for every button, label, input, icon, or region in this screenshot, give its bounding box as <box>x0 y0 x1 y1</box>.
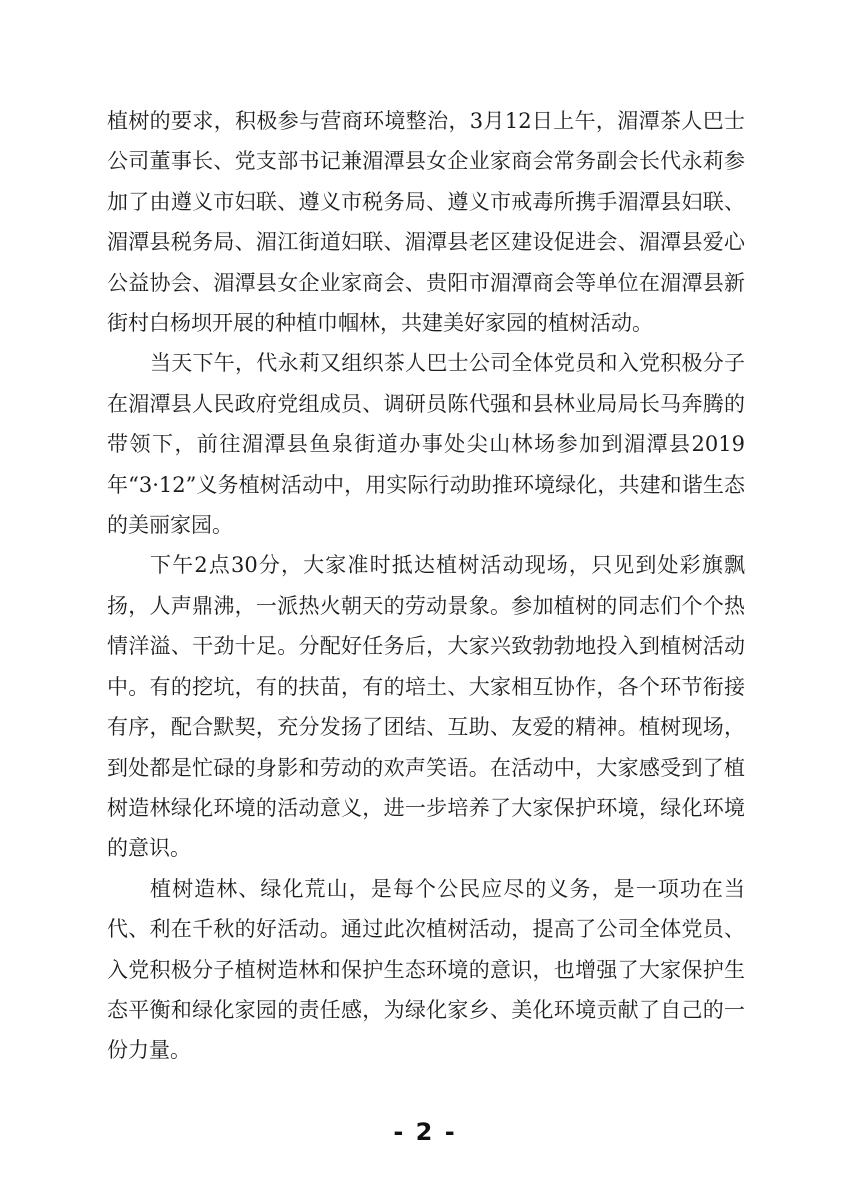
body-text <box>107 101 745 1071</box>
paragraph-afternoon-activity: 当天下午，代永莉又组织茶人巴士公司全体党员和入党积极分子在湄潭县人民政府党组成员、调研员陈代强和县林业局局长马奔腾的带领下，前往湄潭县鱼泉街道办事处尖山林场参加到湄潭县2019年“3·12”义务植树活动中，用实际行动助推环境绿化，共建和谐生态的美丽家园。 <box>107 351 745 538</box>
paragraph-continuation: 植树的要求，积极参与营商环境整治，3月12日上午，湄潭茶人巴士公司董事长、党支部书记兼湄潭县女企业家商会常务副会长代永莉参加了由遵义市妇联、遵义市税务局、遵义市戒毒所携手湄潭县妇联、湄潭县税务局、湄江街道妇联、湄潭县老区建设促进会、湄潭县爱心公益协会、湄潭县女企业家商会、贵阳市湄潭商会等单位在湄潭县新街村白杨坝开展的种植巾帼林，共建美好家园的植树活动。 <box>107 109 745 336</box>
paragraph-planting-scene: 下午2点30分，大家准时抵达植树活动现场，只见到处彩旗飘扬，人声鼎沸，一派热火朝天的劳动景象。参加植树的同志们个个热情洋溢、干劲十足。分配好任务后，大家兴致勃勃地投入到植树活动中。有的挖坑，有的扶苗，有的培土、大家相互协作，各个环节衔接有序，配合默契，充分发扬了团结、互助、友爱的精神。植树现场，到处都是忙碌的身影和劳动的欢声笑语。在活动中，大家感受到了植树造林绿化环境的活动意义，进一步培养了大家保护环境，绿化环境的意识。 <box>107 553 745 861</box>
paragraph-conclusion: 植树造林、绿化荒山，是每个公民应尽的义务，是一项功在当代、利在千秋的好活动。通过此次植树活动，提高了公司全体党员、入党积极分子植树造林和保护生态环境的意识，也增强了大家保护生态平衡和绿化家园的责任感，为绿化家乡、美化环境贡献了自己的一份力量。 <box>107 876 745 1063</box>
page-number: - 2 - <box>393 1118 457 1146</box>
